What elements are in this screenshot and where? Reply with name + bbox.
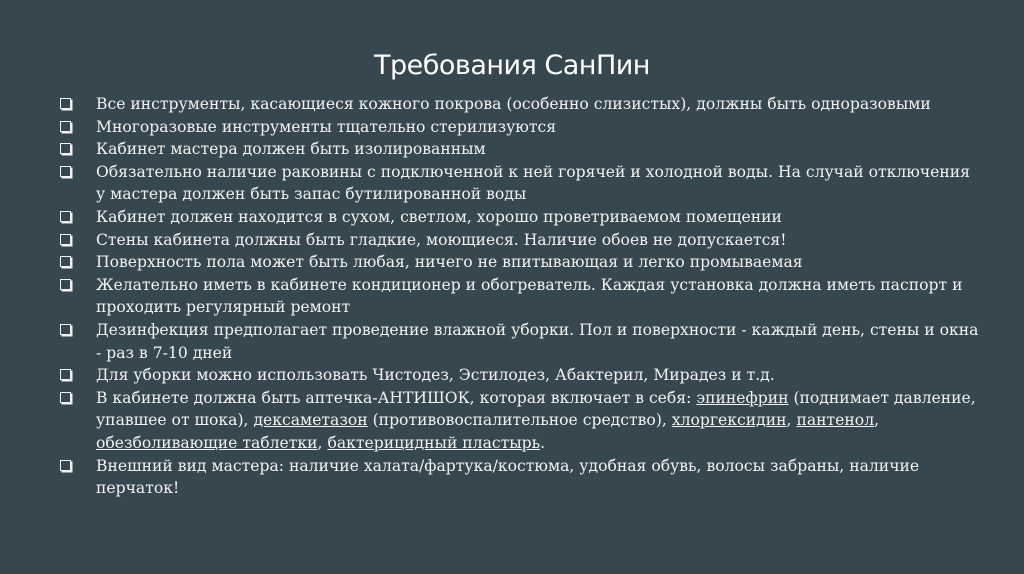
list-item: [60, 229, 980, 252]
underlined-term: обезболивающие таблетки: [96, 433, 318, 452]
text-run: .: [540, 433, 546, 452]
list-item: [60, 455, 980, 500]
list-item-text: Стены кабинета должны быть гладкие, моющиеся. Наличие обоев не допускается!: [96, 230, 787, 249]
list-item: [60, 161, 980, 206]
list-item-text: Многоразовые инструменты тщательно стерилизуются: [96, 117, 557, 136]
list-item: [60, 206, 980, 229]
checkbox-bullet-icon: [60, 98, 71, 109]
checkbox-bullet-icon: [60, 256, 71, 267]
checkbox-bullet-icon: [60, 460, 71, 471]
list-item-text: Кабинет мастера должен быть изолированным: [96, 140, 486, 159]
underlined-term: пантенол: [796, 411, 875, 430]
checkbox-bullet-icon: [60, 369, 71, 380]
requirements-list: [60, 93, 980, 500]
list-item-text: Кабинет должен находится в сухом, светлом, хорошо проветриваемом помещении: [96, 207, 782, 226]
list-item: [60, 116, 980, 139]
list-item-text: [96, 389, 976, 452]
checkbox-bullet-icon: [60, 234, 71, 245]
checkbox-bullet-icon: [60, 392, 71, 403]
underlined-term: хлоргексидин: [671, 411, 787, 430]
list-item: [60, 319, 980, 364]
list-item-text: Поверхность пола может быть любая, ничего не впитывающая и легко промываемая: [96, 253, 803, 272]
list-item-text: Дезинфекция предполагает проведение влажной уборки. Пол и поверхности - каждый день, стены и окна - раз в 7-10 дней: [96, 320, 979, 362]
underlined-term: эпинефрин: [696, 388, 789, 407]
text-run: ,: [317, 433, 328, 452]
checkbox-bullet-icon: [60, 279, 71, 290]
underlined-term: дексаметазон: [253, 411, 368, 430]
text-run: ,: [874, 411, 880, 430]
checkbox-bullet-icon: [60, 143, 71, 154]
checkbox-bullet-icon: [60, 121, 71, 132]
checkbox-bullet-icon: [60, 324, 71, 335]
list-item-text: Внешний вид мастера: наличие халата/фартука/костюма, удобная обувь, волосы забраны, наличие перчаток!: [96, 456, 920, 498]
list-item-text: Желательно иметь в кабинете кондиционер и обогреватель. Каждая установка должна иметь паспорт и проходить регулярный ремонт: [96, 275, 963, 317]
checkbox-bullet-icon: [60, 211, 71, 222]
list-item-text: Для уборки можно использовать Чистодез, Эстилодез, Абактерил, Мирадез и т.д.: [96, 366, 775, 385]
list-item-text: Обязательно наличие раковины с подключенной к ней горячей и холодной воды. На случай отключения у мастера должен быть запас бутилированной воды: [96, 162, 971, 204]
text-run: (противовоспалительное средство),: [367, 411, 672, 430]
list-item: [60, 274, 980, 319]
list-item-text: Все инструменты, касающиеся кожного покрова (особенно слизистых), должны быть одноразовыми: [96, 95, 931, 113]
text-run: (поднимает давление, упавшее от шока),: [96, 388, 976, 430]
slide-title: Требования СанПин: [374, 50, 650, 82]
checkbox-bullet-icon: [60, 166, 71, 177]
list-item: [60, 251, 980, 274]
text-run: В кабинете должна быть аптечка-АНТИШОК, которая включает в себя:: [96, 388, 697, 407]
list-item: [60, 138, 980, 161]
list-item: [60, 364, 980, 387]
underlined-term: бактерицидный пластырь: [327, 433, 541, 452]
list-item: [60, 93, 980, 116]
text-run: ,: [786, 411, 797, 430]
list-item: [60, 387, 980, 455]
